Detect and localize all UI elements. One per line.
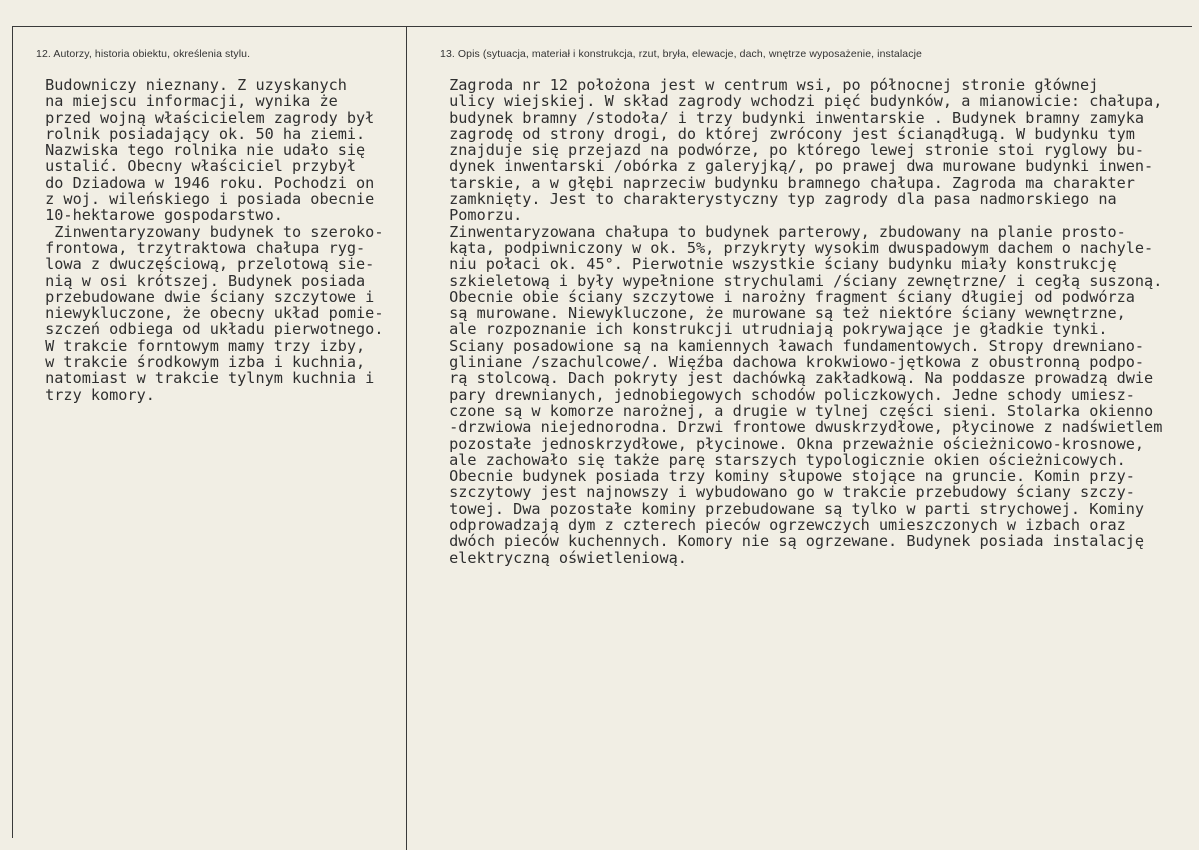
text-line: ustalić. Obecny właściciel przybył — [36, 157, 357, 176]
text-line: Zagroda nr 12 położona jest w centrum wsi, po północnej stronie głównej — [440, 76, 1099, 94]
text-line: ale rozpoznanie ich konstrukcji utrudniają pokrywające je gładkie tynki. — [440, 320, 1108, 339]
text-line: frontowa, trzytraktowa chałupa ryg- — [36, 238, 366, 257]
text-line: na miejscu informacji, wynika że — [36, 92, 338, 111]
section-12-text — [36, 77, 383, 403]
text-line: natomiast w trakcie tylnym kuchnia i — [36, 369, 375, 388]
text-line: towej. Dwa pozostałe kominy przebudowane są tylko w parti strychowej. Kominy — [440, 499, 1145, 518]
column-divider — [406, 26, 407, 850]
text-line: niu połaci ok. 45°. Pierwotnie wszystkie ściany budynku miały konstrukcję — [440, 255, 1117, 274]
text-line: -drzwiowa niejednorodna. Drzwi frontowe dwuskrzydłowe, płycinowe z nadświetlem — [440, 418, 1163, 437]
text-line: nią w osi krótszej. Budynek posiada — [36, 271, 366, 290]
section-13-text — [440, 77, 1162, 566]
text-line: gliniane /szachulcowe/. Więźba dachowa krokwiowo-jętkowa z obustronną podpo- — [440, 353, 1145, 372]
text-line: Budowniczy nieznany. Z uzyskanych — [36, 76, 347, 94]
text-line: Sciany posadowione są na kamiennych ławach fundamentowych. Stropy drewniano- — [440, 336, 1145, 355]
text-line: W trakcie forntowym mamy trzy izby, — [36, 336, 366, 355]
text-line: z woj. wileńskiego i posiada obecnie — [36, 190, 375, 209]
text-line: budynek bramny /stodoła/ i trzy budynki inwentarskie . Budynek bramny zamyka — [440, 108, 1145, 127]
text-line: pozostałe jednoskrzydłowe, płycinowe. Okna przeważnie ościeżnicowo-krosnowe, — [440, 434, 1145, 453]
text-line: rą stolcową. Dach pokryty jest dachówką zakładkową. Na poddasze prowadzą dwie — [440, 369, 1154, 388]
text-line: dwóch pieców kuchennych. Komory nie są ogrzewane. Budynek posiada instalację — [440, 532, 1145, 551]
text-line: szczeń odbiega od układu pierwotnego. — [36, 320, 384, 339]
text-line: czone są w komorze narożnej, a drugie w tylnej części sieni. Stolarka okienno — [440, 401, 1154, 420]
text-line: szczytowy jest najnowszy i wybudowano go w trakcie przebudowy ściany szczy- — [440, 483, 1135, 502]
text-line: ulicy wiejskiej. W skład zagrody wchodzi pięć budynków, a mianowicie: chałupa, — [440, 92, 1163, 111]
text-line: do Dziadowa w 1946 roku. Pochodzi on — [36, 173, 375, 192]
text-line: przebudowane dwie ściany szczytowe i — [36, 287, 375, 306]
text-line: w trakcie środkowym izba i kuchnia, — [36, 353, 366, 372]
text-line: Pomorzu. — [440, 206, 523, 225]
text-line: Zinwentaryzowana chałupa to budynek parterowy, zbudowany na planie prosto- — [440, 222, 1126, 241]
text-line: odprowadzają dym z czterech pieców ogrzewczych umieszczonych w izbach oraz — [440, 516, 1126, 535]
text-line: dynek inwentarski /obórka z galeryjką/, po prawej dwa murowane budynki inwen- — [440, 157, 1154, 176]
section-13-header: 13. Opis (sytuacja, materiał i konstrukcja, rzut, bryła, elewacje, dach, wnętrze wyposażenie, instalacje — [440, 48, 922, 60]
text-line: tarskie, a w głębi naprzeciw budynku bramnego chałupa. Zagroda ma charakter — [440, 173, 1135, 192]
text-line: zamknięty. Jest to charakterystyczny typ zagrody dla pasa nadmorskiego na — [440, 190, 1117, 209]
text-line: niewykluczone, że obecny układ pomie- — [36, 304, 384, 323]
text-line: szkieletową i były wypełnione strychulami /ściany zewnętrzne/ i cegłą suszoną. — [440, 271, 1163, 290]
text-line: trzy komory. — [36, 385, 155, 404]
text-line: Nazwiska tego rolnika nie udało się — [36, 141, 366, 160]
text-line: rolnik posiadający ok. 50 ha ziemi. — [36, 124, 366, 143]
text-line: znajduje się przejazd na podwórze, po którego lewej stronie stoi ryglowy bu- — [440, 141, 1145, 160]
text-line: pary drewnianych, jednobiegowych schodów policzkowych. Jedne schody umiesz- — [440, 385, 1135, 404]
text-line: zagrodę od strony drogi, do której zwrócony jest ścianądługą. W budynku tym — [440, 124, 1135, 143]
text-line: są murowane. Niewykluczone, że murowane są też niektóre ściany wewnętrzne, — [440, 304, 1126, 323]
text-line: Obecnie obie ściany szczytowe i narożny fragment ściany długiej od podwórza — [440, 287, 1135, 306]
section-12-header: 12. Autorzy, historia obiektu, określenia stylu. — [36, 48, 251, 60]
text-line: ale zachowało się także parę starszych typologicznie okien ościeżnicowych. — [440, 450, 1126, 469]
text-line: elektryczną oświetleniową. — [440, 548, 687, 567]
text-line: Zinwentaryzowany budynek to szeroko- — [36, 222, 384, 241]
text-line: kąta, podpiwniczony w ok. 5%, przykryty wysokim dwuspadowym dachem o nachyle- — [440, 238, 1154, 257]
text-line: przed wojną właścicielem zagrody był — [36, 108, 375, 127]
text-line: lowa z dwuczęściową, przelotową sie- — [36, 255, 375, 274]
text-line: 10-hektarowe gospodarstwo. — [36, 206, 283, 225]
text-line: Obecnie budynek posiada trzy kominy słupowe stojące na gruncie. Komin przy- — [440, 467, 1135, 486]
